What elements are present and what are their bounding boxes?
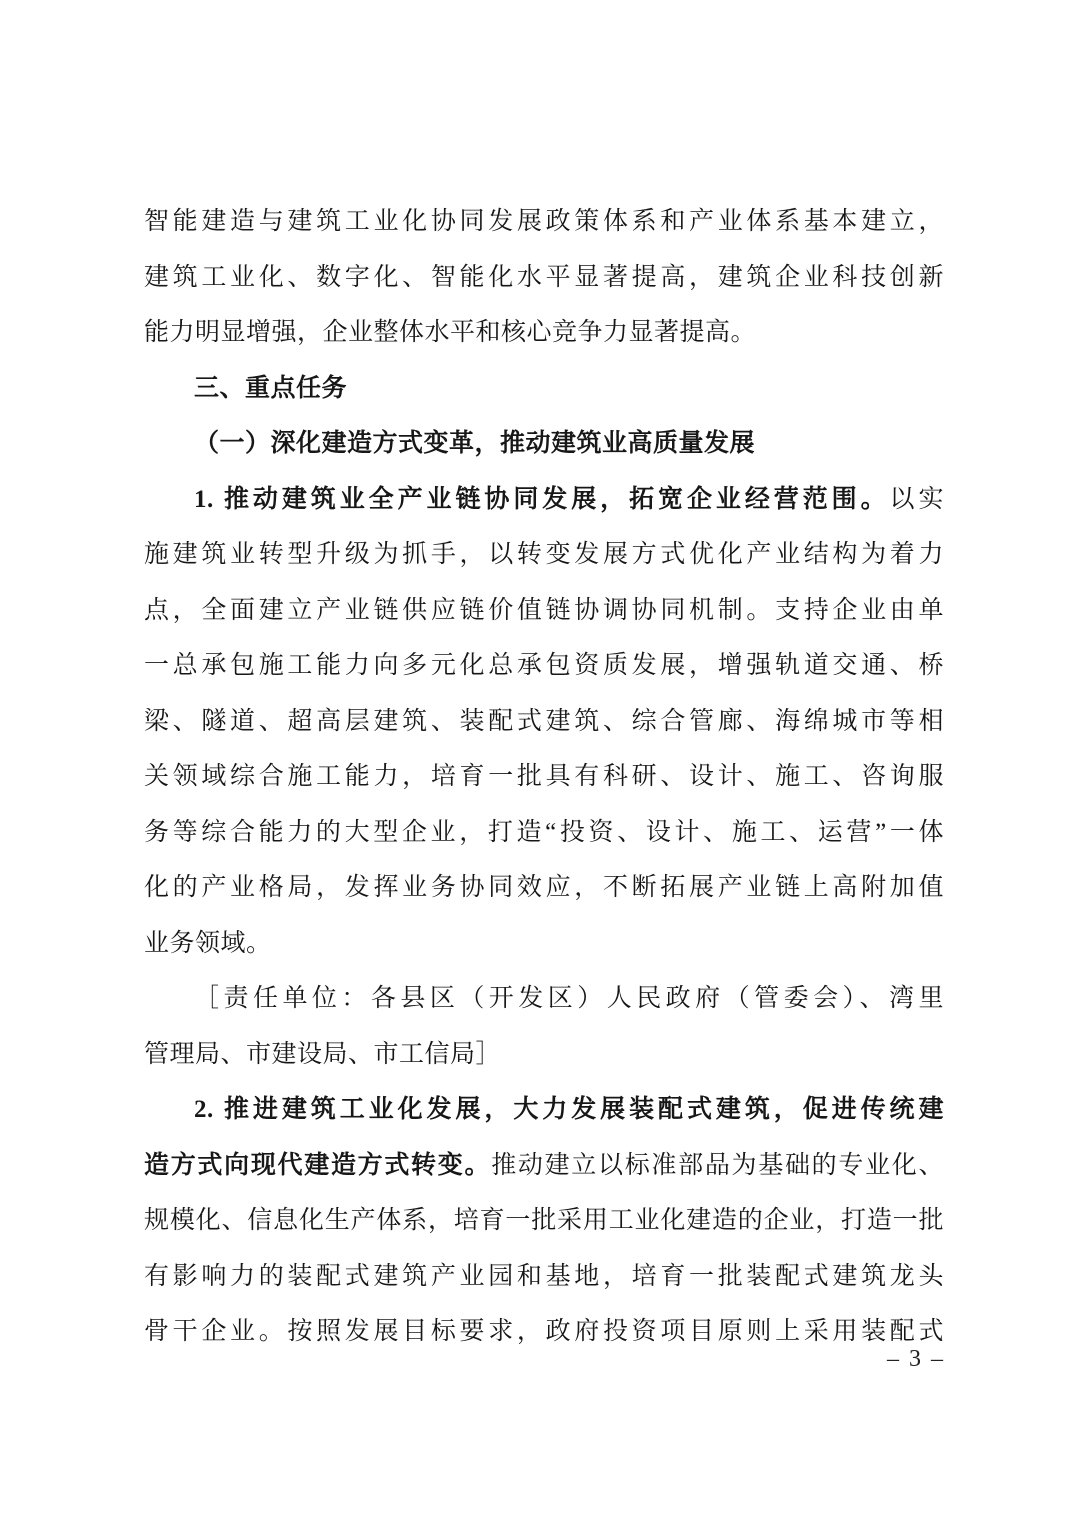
- text-line: [144, 860, 944, 916]
- text-line: [144, 1027, 944, 1083]
- paragraph-responsible-units: [144, 971, 944, 1082]
- text-run: 管理局、市建设局、市工信局］: [144, 1040, 502, 1068]
- text-run: 务等综合能力的大型企业，打造“投资、设计、施工、运营”一体: [144, 818, 944, 846]
- subsection-heading: [144, 416, 944, 472]
- text-line: [144, 361, 944, 417]
- page-number: – 3 –: [887, 1346, 945, 1372]
- text-line: [144, 971, 944, 1027]
- text-run: 点，全面建立产业链供应链价值链协调协同机制。支持企业由单: [144, 596, 944, 624]
- section-heading: [144, 361, 944, 417]
- paragraph-task-1: [144, 472, 944, 972]
- text-line: [144, 527, 944, 583]
- text-run: 推动建立以标准部品为基础的专业化、: [491, 1151, 944, 1179]
- text-line: [144, 638, 944, 694]
- text-line: [144, 749, 944, 805]
- text-run: 智能建造与建筑工业化协同发展政策体系和产业体系基本建立，: [144, 208, 944, 235]
- text-run: 能力明显增强，企业整体水平和核心竞争力显著提高。: [144, 319, 757, 346]
- text-line: [144, 805, 944, 861]
- text-line: [144, 194, 944, 250]
- text-line: [144, 305, 944, 361]
- text-run: ［责任单位：各县区（开发区）人民政府（管委会）、湾里: [194, 985, 944, 1012]
- text-run: 有影响力的装配式建筑产业园和基地，培育一批装配式建筑龙头: [144, 1262, 944, 1290]
- document-body: [144, 194, 944, 1360]
- text-line: [144, 1304, 944, 1360]
- text-line: [144, 250, 944, 306]
- bold-text-run: 1. 推动建筑业全产业链协同发展，拓宽企业经营范围。: [194, 485, 890, 513]
- text-run: 建筑工业化、数字化、智能化水平显著提高，建筑企业科技创新: [144, 263, 944, 291]
- text-run: 骨干企业。按照发展目标要求，政府投资项目原则上采用装配式: [144, 1318, 944, 1345]
- text-run: 化的产业格局，发挥业务协同效应，不断拓展产业链上高附加值: [144, 874, 944, 901]
- paragraph-task-2: [144, 1082, 944, 1360]
- text-line: [144, 416, 944, 472]
- text-run: 梁、隧道、超高层建筑、装配式建筑、综合管廊、海绵城市等相: [144, 707, 944, 735]
- text-run: 规模化、信息化生产体系，培育一批采用工业化建造的企业，打造一批: [144, 1207, 944, 1234]
- text-line: [144, 472, 944, 528]
- bold-text-run: 三、重点任务: [194, 374, 348, 402]
- bold-text-run: 2. 推进建筑工业化发展，大力发展装配式建筑，促进传统建: [194, 1096, 944, 1123]
- text-line: [144, 583, 944, 639]
- text-line: [144, 916, 944, 972]
- text-line: [144, 1082, 944, 1138]
- bold-text-run: 造方式向现代建造方式转变。: [144, 1151, 492, 1179]
- paragraph-continuation: [144, 194, 944, 361]
- text-run: 关领域综合施工能力，培育一批具有科研、设计、施工、咨询服: [144, 763, 944, 790]
- text-run: 施建筑业转型升级为抓手，以转变发展方式优化产业结构为着力: [144, 541, 944, 568]
- text-line: [144, 694, 944, 750]
- bold-text-run: （一）深化建造方式变革，推动建筑业高质量发展: [194, 430, 756, 457]
- text-run: 以实: [889, 485, 944, 513]
- text-line: [144, 1138, 944, 1194]
- text-line: [144, 1249, 944, 1305]
- text-run: 业务领域。: [144, 929, 272, 957]
- text-run: 一总承包施工能力向多元化总承包资质发展，增强轨道交通、桥: [144, 652, 944, 679]
- text-line: [144, 1193, 944, 1249]
